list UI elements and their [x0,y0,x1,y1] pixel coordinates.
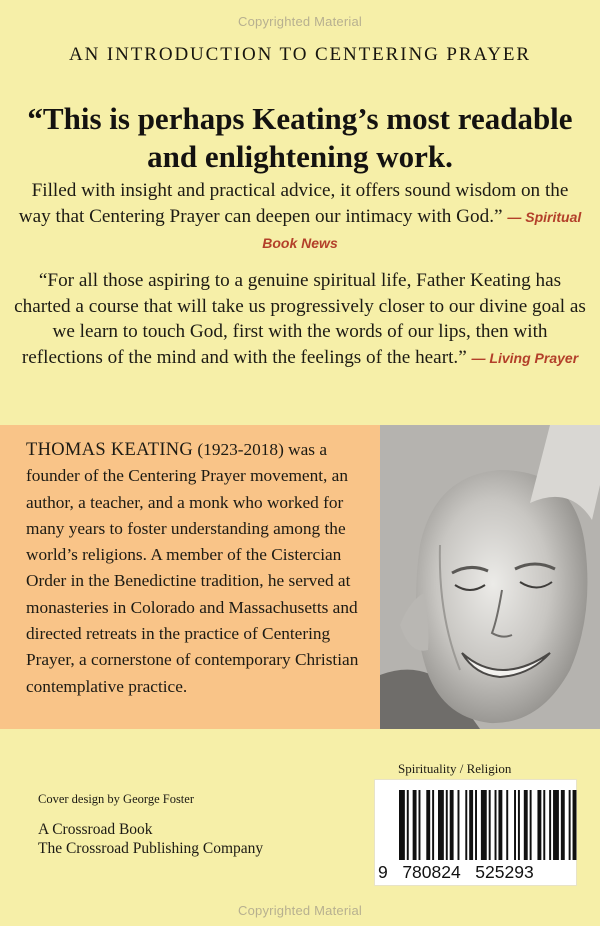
barcode-bar [530,790,532,860]
barcode-bar [458,790,460,860]
author-name: THOMAS KEATING [26,440,194,460]
barcode-bar [407,790,409,860]
barcode-bar [426,790,430,860]
review-quote-1-headline: “This is perhaps Keating’s most readable and enlightening work. [27,101,573,174]
barcode-bar [432,790,434,860]
barcode-bar [549,790,551,860]
author-photo [380,425,600,729]
review-quote-2 [10,268,590,371]
copyright-watermark-bottom: Copyrighted Material [238,903,362,918]
review-quote-1-text: Filled with insight and practical advice, it offers sound wisdom on the way that Centering Prayer can deepen our intimacy with God.” [18,180,569,227]
review-quote-1 [18,100,582,257]
barcode-bar [498,790,502,860]
copyright-watermark-top: Copyrighted Material [238,14,362,29]
publisher-line-2: The Crossroad Publishing Company [38,840,264,857]
barcode-bar [469,790,473,860]
author-bio-text: (1923-2018) was a founder of the Centering Prayer movement, an author, a teacher, and a monk who worked for many years to foster understanding among the world’s religions. A member of the Cistercian Order in the Benedictine tradition, he served at monasteries in Colorado and Massachusetts and directed retreats in the practice of Centering Prayer, a cornerstone of contemporary Christian contemplative practice. [26,440,359,696]
barcode-bar [419,790,421,860]
review-quote-1-body [18,178,582,257]
cover-design-credit: Cover design by George Foster [38,792,194,806]
barcode-bar [561,790,565,860]
barcode-bar [413,790,417,860]
barcode-bar [465,790,467,860]
publisher-line-1: A Crossroad Book [38,821,153,838]
barcode-bar [543,790,545,860]
barcode-bar [553,790,559,860]
barcode-bar [475,790,477,860]
publisher-block [38,820,263,858]
barcode-bar [573,790,577,860]
barcode-bar [446,790,448,860]
review-quote-2-attribution: — Living Prayer [471,349,579,366]
barcode-bar [518,790,520,860]
barcode-bar [481,790,487,860]
barcode-bar [489,790,491,860]
barcode-bar [438,790,444,860]
barcode-bar [506,790,508,860]
barcode-bar [537,790,541,860]
series-title: AN INTRODUCTION TO CENTERING PRAYER [69,44,531,65]
barcode-bar [399,790,405,860]
barcode-bar [495,790,497,860]
isbn-number: 9 780824 525293 [378,862,534,882]
review-quote-2-text: “For all those aspiring to a genuine spiritual life, Father Keating has charted a course that will take us progressively closer to our divine goal as we learn to touch God, first with the words of our lips, then with reflections of the mind and with the feelings of the heart.” [14,270,586,368]
author-bio [26,437,380,700]
review-quote-1-attribution: — Spiritual Book News [262,208,582,251]
barcode-bar [514,790,516,860]
author-portrait-image [380,425,600,729]
barcode-bar [450,790,454,860]
category-label: Spirituality / Religion [398,761,512,776]
barcode-bar [524,790,528,860]
barcode-bar [569,790,571,860]
